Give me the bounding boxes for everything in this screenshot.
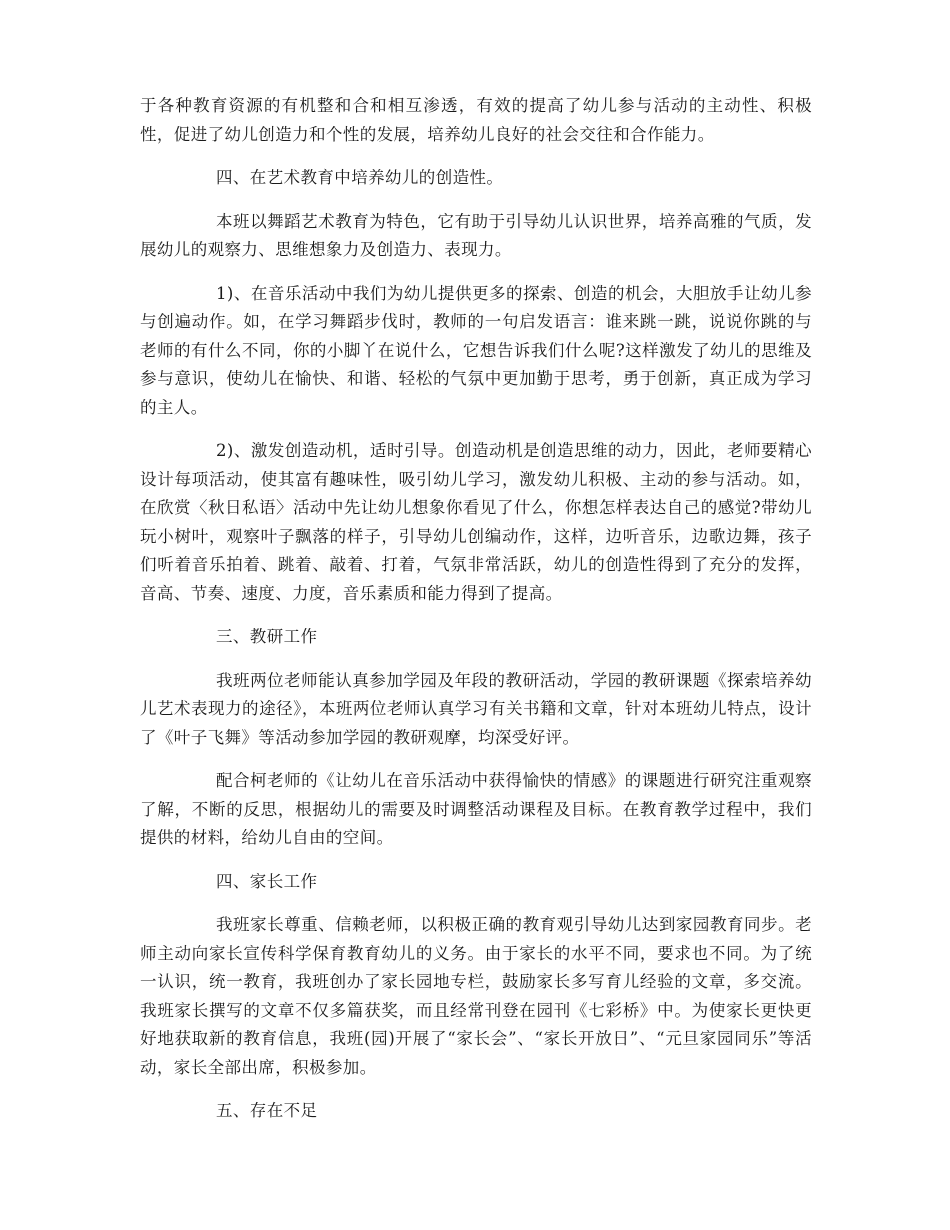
paragraph-dance-feature: 本班以舞蹈艺术教育为特色，它有助于引导幼儿认识世界，培养高雅的气质，发展幼儿的观察力、思维想象力及创造力、表现力。 <box>140 211 812 259</box>
paragraph-parent-work: 我班家长尊重、信赖老师，以积极正确的教育观引导幼儿达到家园教育同步。老师主动向家长宣传科学保育教育幼儿的义务。由于家长的水平不同，要求也不同。为了统一认识，统一教育，我班创办了家长园地专栏，鼓励家长多写育儿经验的文章，多交流。我班家长撰写的文章不仅多篇获奖，而且经常刊登在园刊《七彩桥》中。为使家长更快更好地获取新的教育信息，我班(园)开展了“家长会”、“家长开放日”、“元旦家园同乐”等活动，家长全部出席，积极参加。 <box>140 915 812 1077</box>
paragraph-research-activity: 我班两位老师能认真参加学园及年段的教研活动，学园的教研课题《探索培养幼儿艺术表现力的途径》，本班两位老师认真学习有关书籍和文章，针对本班幼儿特点，设计了《叶子飞舞》等活动参加学园的教研观摩，均深受好评。 <box>140 670 812 747</box>
paragraph-music-activity: 1)、在音乐活动中我们为幼儿提供更多的探索、创造的机会，大胆放手让幼儿参与创遍动作。如，在学习舞蹈步伐时，教师的一句启发语言：谁来跳一跳，说说你跳的与老师的有什么不同，你的小脚丫在说什么，它想告诉我们什么呢?这样激发了幼儿的思维及参与意识，使幼儿在愉快、和谐、轻松的气氛中更加勤于思考，勇于创新，真正成为学习的主人。 <box>140 283 812 417</box>
section-heading-parent-work: 四、家长工作 <box>216 871 318 891</box>
paragraph-1: 于各种教育资源的有机整和合和相互渗透，有效的提高了幼儿参与活动的主动性、积极性，促进了幼儿创造力和个性的发展，培养幼儿良好的社会交往和合作能力。 <box>140 96 812 144</box>
section-heading-shortcomings: 五、存在不足 <box>216 1101 318 1120</box>
document-body <box>140 92 812 1141</box>
paragraph-creative-motivation: 2)、激发创造动机，适时引导。创造动机是创造思维的动力，因此，老师要精心设计每项活动，使其富有趣味性，吸引幼儿学习，激发幼儿积极、主动的参与活动。如，在欣赏〈秋日私语〉活动中先让幼儿想象你看见了什么，你想怎样表达自己的感觉?带幼儿玩小树叶，观察叶子飘落的样子，引导幼儿创编动作，这样，边听音乐，边歌边舞，孩子们听着音乐拍着、跳着、敲着、打着，气氛非常活跃，幼儿的创造性得到了充分的发挥，音高、节奏、速度、力度，音乐素质和能力得到了提高。 <box>140 441 812 603</box>
paragraph-research-topic: 配合柯老师的《让幼儿在音乐活动中获得愉快的情感》的课题进行研究注重观察了解，不断的反思，根据幼儿的需要及时调整活动课程及目标。在教育教学过程中，我们提供的材料，给幼儿自由的空间。 <box>140 771 812 847</box>
section-heading-teaching-research: 三、教研工作 <box>216 627 318 646</box>
section-heading-creativity: 四、在艺术教育中培养幼儿的创造性。 <box>216 168 504 187</box>
